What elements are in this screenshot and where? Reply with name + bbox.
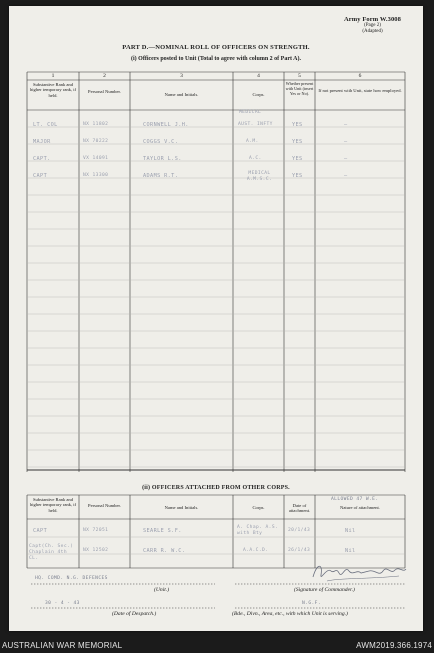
att2-name: CARR R. W.C. — [143, 548, 186, 554]
col-num-2: 2 — [103, 73, 106, 79]
form-adapted: (Adapted) — [362, 29, 383, 34]
att1-corps: A. Chap. A.S. with Bty — [237, 525, 279, 536]
caption-institution: AUSTRALIAN WAR MEMORIAL — [2, 641, 123, 650]
header-number: Personal Number. — [88, 89, 121, 94]
header-corps: Corps. — [252, 92, 265, 97]
header2-date: Date of attachment. — [288, 503, 311, 514]
row3-corps: A.C. — [249, 156, 262, 161]
col-num-3: 3 — [180, 73, 183, 79]
att2-nature: Nil — [345, 548, 356, 554]
section1-title: (i) Officers posted to Unit (Total to agree with column 2 of Part A). — [131, 56, 301, 62]
corps-note: MEDICAL — [239, 110, 262, 115]
col-num-5: 5 — [298, 73, 301, 79]
row1-rank: LT. COL — [33, 122, 58, 128]
header2-name: Name and Initials. — [164, 505, 199, 510]
commander-signature-icon — [309, 559, 409, 585]
table-rules — [9, 6, 423, 631]
bde-label: (Bde., Divn., Area, etc., with which Unit is serving.) — [232, 611, 348, 617]
caption-accession: AWM2019.366.1974 — [356, 641, 432, 650]
col-num-6: 6 — [358, 73, 362, 79]
signature-label: (Signature of Commander.) — [294, 587, 355, 593]
row1-number: NX 11802 — [83, 122, 109, 127]
row2-number: NX 70222 — [83, 139, 109, 144]
row3-absent: — — [344, 156, 348, 162]
unit-value: HQ. COMD. N.G. DEFENCES — [35, 576, 108, 581]
header2-number: Personal Number. — [88, 503, 121, 508]
section2-title: (ii) OFFICERS ATTACHED FROM OTHER CORPS. — [142, 485, 290, 491]
att2-corps: A.A.C.D. — [243, 548, 269, 553]
form-page: (Page 2) — [364, 23, 381, 28]
row3-name: TAYLOR L.S. — [143, 156, 182, 162]
att1-name: SEARLE S.F. — [143, 528, 182, 534]
header2-nature: Nature of attachment. — [340, 505, 380, 510]
row3-rank: CAPT. — [33, 156, 51, 162]
att2-rank: Capt(Ch. Sec.) Chaplain 4th CL. — [29, 544, 74, 561]
row2-absent: — — [344, 139, 348, 145]
row4-present: YES — [292, 173, 303, 179]
row2-name: COGGS V.C. — [143, 139, 179, 145]
att2-number: NX 12502 — [83, 548, 109, 553]
att1-date: 20/1/43 — [288, 528, 311, 533]
row3-present: YES — [292, 156, 303, 162]
bde-value: N.G.F. — [302, 601, 321, 606]
row2-present: YES — [292, 139, 303, 145]
header-present: Whether present with Unit (insert Yes or No). — [285, 81, 314, 96]
part-title: PART D.—NOMINAL ROLL OF OFFICERS ON STRENGTH. — [122, 44, 310, 51]
row3-number: VX 14091 — [83, 156, 109, 161]
row2-corps: A.M. — [246, 139, 259, 144]
att1-number: NX 72051 — [83, 528, 109, 533]
att1-rank: CAPT — [33, 528, 48, 534]
row1-name: CORNWELL J.H. — [143, 122, 189, 128]
form-number: Army Form W.3008 — [343, 16, 401, 23]
col-num-1: 1 — [51, 73, 55, 79]
unit-label: (Unit.) — [154, 587, 170, 593]
row1-absent: — — [344, 122, 348, 128]
row4-corps: MEDICAL A.M.S.C. — [246, 171, 273, 182]
row4-absent: — — [344, 173, 348, 179]
row4-name: ADAMS R.T. — [143, 173, 179, 179]
row2-rank: MAJOR — [33, 139, 51, 145]
row4-rank: CAPT — [33, 173, 48, 179]
header2-corps: Corps. — [252, 505, 265, 510]
form-sheet — [9, 6, 423, 631]
att1-nature: Nil — [345, 528, 356, 534]
row1-corps: AUST. INFTY — [238, 122, 273, 127]
header-name: Name and Initials. — [164, 92, 199, 97]
header-absent: If not present with Unit, state how employed. — [318, 88, 402, 93]
header2-rank: Substantive Rank and higher temporary rank, if held. — [29, 497, 77, 513]
att2-date: 26/1/43 — [288, 548, 311, 553]
nature-note: ALLOWED 47 W.E. — [331, 497, 379, 502]
header-rank: Substantive Rank and higher temporary rank, if held. — [29, 82, 77, 98]
row4-number: NX 13300 — [83, 173, 109, 178]
despatch-label: (Date of Despatch.) — [112, 611, 157, 617]
despatch-value: 30 - 4 - 43 — [45, 601, 80, 606]
row1-present: YES — [292, 122, 303, 128]
col-num-4: 4 — [257, 73, 260, 79]
